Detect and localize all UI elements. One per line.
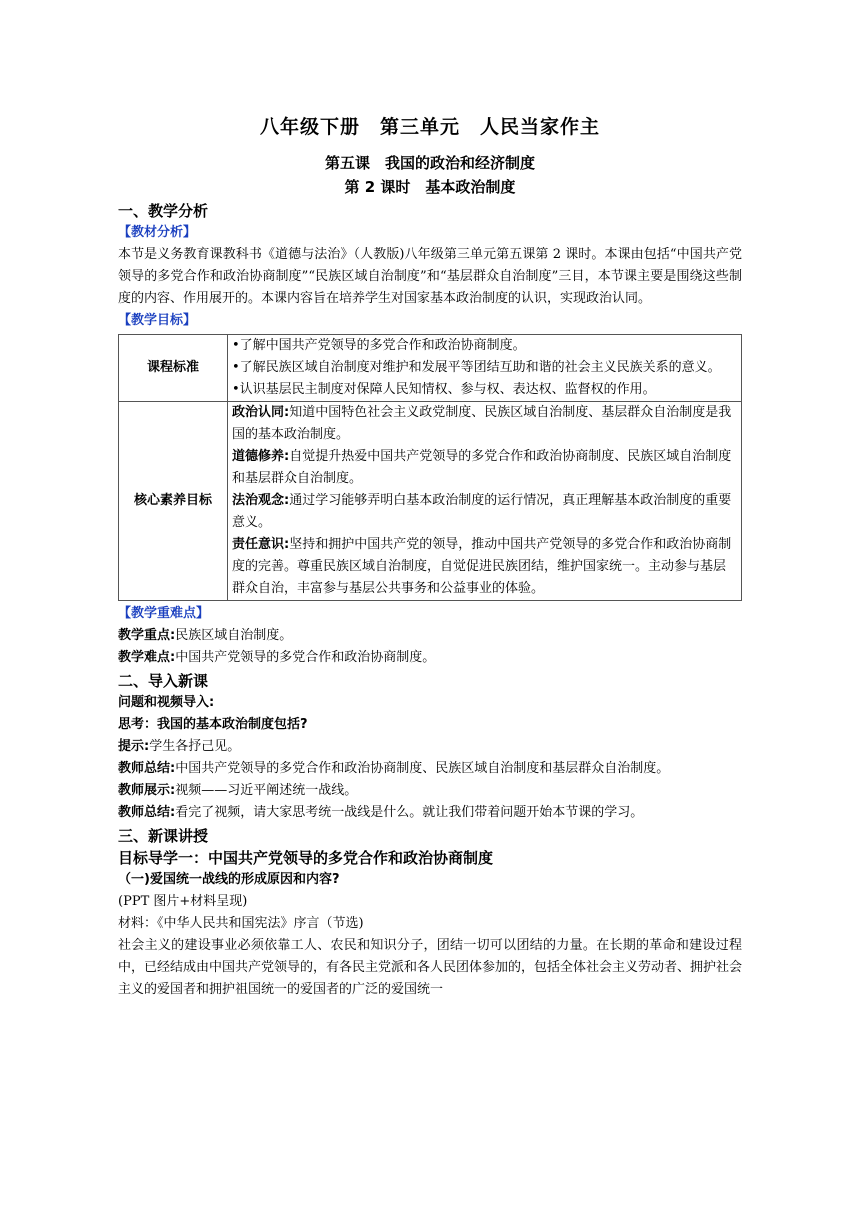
teacher-show	[118, 780, 742, 802]
summary-key: 教师总结:	[118, 761, 176, 776]
literacy-text: 自觉提升热爱中国共产党领导的多党合作和政治协商制度、民族区域自治制度和基层群众自治制度。	[232, 449, 732, 486]
summary-key: 教师总结:	[118, 805, 176, 820]
course-standard-content	[228, 335, 742, 402]
material-source: 材料：《中华人民共和国宪法》序言（节选)	[118, 916, 364, 931]
hint-line	[118, 736, 742, 758]
focus-key: 教学重点:	[118, 628, 176, 643]
literacy-item	[232, 490, 737, 534]
material-text: 社会主义的建设事业必须依靠工人、农民和知识分子，团结一切可以团结的力量。在长期的革命和建设过程中，已经结成由中国共产党领导的，有各民主党派和各人民团体参加的，包括全体社会主义劳动者、拥护社会主义的爱国者和拥护祖国统一的爱国者的广泛的爱国统一	[118, 938, 743, 997]
focus-text: 民族区域自治制度。	[175, 628, 293, 643]
core-literacy-row	[119, 402, 742, 601]
difficulty-text: 中国共产党领导的多党合作和政治协商制度。	[175, 650, 436, 665]
ppt-note: (PPT 图片+材料呈现)	[118, 894, 248, 909]
intro-line: 问题和视频导入:	[118, 695, 215, 710]
lesson-title: 第五课 我国的政治和经济制度	[324, 154, 535, 172]
section-heading-lecture: 三、新课讲授	[118, 827, 209, 845]
core-literacy-content	[228, 402, 742, 601]
standard-item: •了解民族区域自治制度对维护和发展平等团结互助和谐的社会主义民族关系的意义。	[232, 360, 721, 375]
standard-item: •认识基层民主制度对保障人民知情权、参与权、表达权、监督权的作用。	[232, 382, 656, 397]
document-page	[118, 112, 742, 1001]
textbook-analysis-tag: 【教材分析】	[118, 225, 197, 240]
literacy-text: 坚持和拥护中国共产党的领导，推动中国共产党领导的多党合作和政治协商制度的完善。尊重民族区域自治制度，自觉促进民族团结，维护国家统一。主动参与基层群众自治，丰富参与基层公共事务和公益事业的体验。	[232, 537, 732, 596]
hint-key: 提示:	[118, 739, 150, 754]
literacy-item	[232, 446, 737, 490]
summary-text: 看完了视频，请大家思考统一战线是什么。就让我们带着问题开始本节课的学习。	[175, 805, 644, 820]
show-text: 视频——习近平阐述统一战线。	[175, 783, 358, 798]
standard-item: •了解中国共产党领导的多党合作和政治协商制度。	[232, 338, 526, 353]
section-heading-intro: 二、导入新课	[118, 672, 209, 690]
textbook-analysis-text: 本节是义务教育课教科书《道德与法治》（人教版)八年级第三单元第五课第 2 课时。本课由包括“中国共产党领导的多党合作和政治协商制度”“民族区域自治制度”和“基层群众自治制度”三目，本节课主要是围绕这些制度的内容、作用展开的。本课内容旨在培养学生对国家基本政治制度的认识，实现政治认同。	[118, 247, 742, 306]
literacy-text: 知道中国特色社会主义政党制度、民族区域自治制度、基层群众自治制度是我国的基本政治制度。	[232, 405, 732, 442]
period-title: 第 2 课时 基本政治制度	[344, 178, 516, 196]
show-key: 教师展示:	[118, 783, 176, 798]
core-literacy-label: 核心素养目标	[119, 402, 228, 601]
teaching-focus	[118, 625, 742, 647]
teaching-difficulty	[118, 647, 742, 669]
think-question: 思考：我国的基本政治制度包括?	[118, 717, 308, 732]
hint-text: 学生各抒己见。	[149, 739, 241, 754]
literacy-key: 政治认同:	[232, 405, 290, 420]
goals-table	[118, 334, 742, 601]
course-standard-row	[119, 335, 742, 402]
teacher-summary-1	[118, 758, 742, 780]
teacher-summary-2	[118, 802, 742, 824]
literacy-text: 通过学习能够弄明白基本政治制度的运行情况，真正理解基本政治制度的重要意义。	[232, 493, 732, 530]
course-standard-label: 课程标准	[119, 335, 228, 402]
literacy-item	[232, 402, 737, 446]
section-heading-analysis: 一、教学分析	[118, 202, 209, 220]
key-difficulty-tag: 【教学重难点】	[118, 606, 210, 621]
difficulty-key: 教学难点:	[118, 650, 176, 665]
document-title: 八年级下册 第三单元 人民当家作主	[259, 116, 600, 138]
literacy-key: 道德修养:	[232, 449, 290, 464]
summary-text: 中国共产党领导的多党合作和政治协商制度、民族区域自治制度和基层群众自治制度。	[175, 761, 670, 776]
literacy-key: 法治观念:	[232, 493, 290, 508]
sub-question-heading: （一)爱国统一战线的形成原因和内容?	[118, 872, 340, 887]
teaching-goals-tag: 【教学目标】	[118, 313, 197, 328]
literacy-key: 责任意识:	[232, 537, 290, 552]
goal-heading: 目标导学一：中国共产党领导的多党合作和政治协商制度	[118, 849, 494, 867]
literacy-item	[232, 534, 737, 600]
